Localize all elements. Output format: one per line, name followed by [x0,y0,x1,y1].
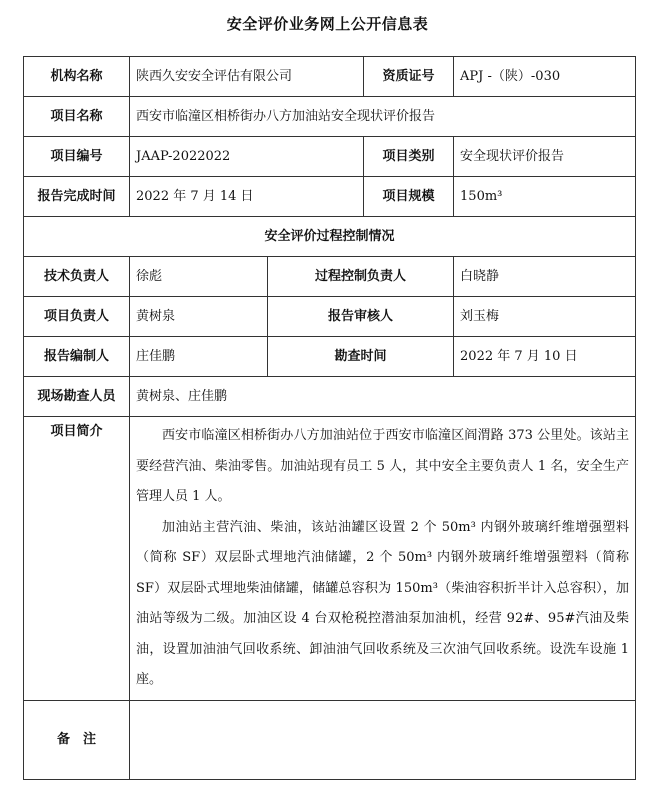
field-staff-label: 现场勘查人员 [24,377,130,417]
process-lead-label: 过程控制负责人 [268,257,454,297]
reviewer-label: 报告审核人 [268,297,454,337]
project-name-label: 项目名称 [24,97,130,137]
row-project-intro [24,417,636,701]
row-project-lead [24,297,636,337]
project-intro-label: 项目简介 [24,417,130,701]
project-lead-value: 黄树泉 [130,297,268,337]
org-value: 陕西久安安全评估有限公司 [130,57,364,97]
report-date-value: 2022 年 7 月 14 日 [130,177,364,217]
tech-lead-value: 徐彪 [130,257,268,297]
row-report-author [24,337,636,377]
project-lead-label: 项目负责人 [24,297,130,337]
project-intro-text [130,417,636,701]
intro-paragraph: 加油站主营汽油、柴油，该站油罐区设置 2 个 50m³ 内钢外玻璃纤维增强塑料（简称 SF）双层卧式埋地汽油储罐，2 个 50m³ 内钢外玻璃纤维增强塑料（简称 SF）双层卧式埋地柴油储罐，储罐总容积为 150m³（柴油容积折半计入总容积），加油站等级为二级。加油区设 4 台双枪税控潜油泵加油机，经营 92#、95#汽油及柴油，设置加油油气回收系统、卸油油气回收系统及三次油气回收系统。设洗车设施 1 座。 [136,519,630,687]
qual-label: 资质证号 [364,57,454,97]
report-date-label: 报告完成时间 [24,177,130,217]
section-title: 安全评价过程控制情况 [24,217,636,257]
process-lead-value: 白晓静 [454,257,636,297]
org-label: 机构名称 [24,57,130,97]
tech-lead-label: 技术负责人 [24,257,130,297]
row-project-code [24,137,636,177]
reviewer-value: 刘玉梅 [454,297,636,337]
project-type-label: 项目类别 [364,137,454,177]
report-author-label: 报告编制人 [24,337,130,377]
project-name-value: 西安市临潼区相桥街办八方加油站安全现状评价报告 [130,97,636,137]
qual-value: APJ -（陕）-030 [454,57,636,97]
project-code-label: 项目编号 [24,137,130,177]
row-section-title [24,217,636,257]
remarks-value [130,700,636,779]
row-project-name [24,97,636,137]
row-org [24,57,636,97]
report-author-value: 庄佳鹏 [130,337,268,377]
row-tech-lead [24,257,636,297]
info-table [23,56,636,780]
survey-time-label: 勘查时间 [268,337,454,377]
field-staff-value: 黄树泉、庄佳鹏 [130,377,636,417]
project-scale-label: 项目规模 [364,177,454,217]
row-report-date [24,177,636,217]
page-title: 安全评价业务网上公开信息表 [226,15,429,33]
row-remarks [24,700,636,779]
project-code-value: JAAP-2022022 [130,137,364,177]
project-type-value: 安全现状评价报告 [454,137,636,177]
survey-time-value: 2022 年 7 月 10 日 [454,337,636,377]
remarks-label: 备 注 [24,700,130,779]
project-scale-value: 150m³ [454,177,636,217]
row-field-staff [24,377,636,417]
intro-paragraph: 西安市临潼区相桥街办八方加油站位于西安市临潼区阎渭路 373 公里处。该站主要经营汽油、柴油零售。加油站现有员工 5 人，其中安全主要负责人 1 名，安全生产管理人员 1 人。 [136,428,630,504]
